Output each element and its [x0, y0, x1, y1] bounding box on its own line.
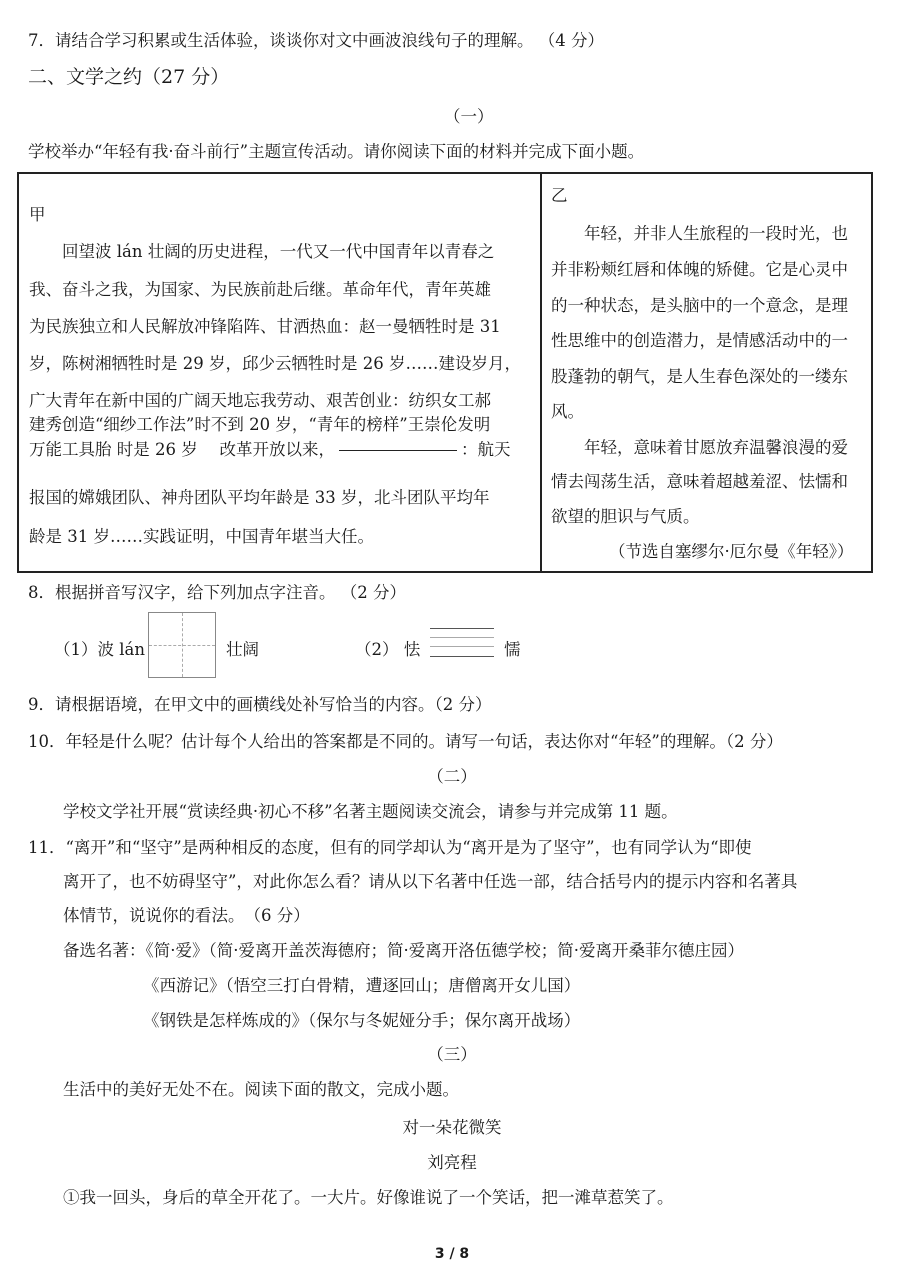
- essay-paragraph: ①我一回头，身后的草全开花了。一大片。好像谁说了一个笑话，把一滩草惹笑了。: [63, 1188, 674, 1207]
- passage-line: 回望波 lán 壮阔的历史进程，一代又一代中国青年以青春之: [62, 242, 495, 261]
- pinyin-line: [430, 637, 494, 638]
- part-2-intro: 学校文学社开展“赏读经典·初心不移”名著主题阅读交流会，请参与并完成第 11 题。: [63, 802, 678, 821]
- column-divider: [540, 174, 542, 571]
- book-option: 《钢铁是怎样炼成的》（保尔与冬妮娅分手；保尔离开战场）: [143, 1011, 581, 1030]
- question-10: 10．年轻是什么呢？估计每个人给出的答案都是不同的。请写一句话，表达你对“年轻”的理解。（2 分）: [28, 732, 783, 751]
- pinyin-line: [430, 628, 494, 629]
- q8-item-2-prefix: （2） 怯: [355, 640, 421, 659]
- page-number: 3 / 8: [434, 1246, 470, 1262]
- essay-title: 对一朵花微笑: [402, 1118, 502, 1137]
- passage-line: 建秀创造“细纱工作法”时不到 20 岁，“青年的榜样”王崇伦发明: [29, 415, 491, 434]
- question-11-line: 离开了，也不妨碍坚守”，对此你怎么看？请从以下名著中任选一部，结合括号内的提示内容和名著具: [63, 872, 798, 891]
- passage-line: 广大青年在新中国的广阔天地忘我劳动、艰苦创业：纺织女工郝: [29, 391, 491, 410]
- passage-line: 年轻，意味着甘愿放弃温馨浪漫的爱: [584, 438, 848, 457]
- line-text: 万能工具胎 时是 26 岁 改革开放以来，: [29, 440, 335, 459]
- passage-line-with-blank: [29, 440, 510, 460]
- part-marker-3: （三）: [427, 1045, 477, 1064]
- passage-line: 年轻，并非人生旅程的一段时光，也: [584, 224, 848, 243]
- character-writing-box[interactable]: [148, 612, 216, 678]
- book-option: 《西游记》（悟空三打白骨精，遭逐回山；唐僧离开女儿国）: [143, 976, 581, 995]
- passage-line: 欲望的胆识与气质。: [551, 507, 700, 526]
- section-title: 二、文学之约（27 分）: [28, 66, 230, 88]
- passage-line: 龄是 31 岁……实践证明，中国青年堪当大任。: [29, 527, 374, 546]
- passage-label: 甲: [29, 205, 46, 224]
- essay-author: 刘亮程: [427, 1153, 477, 1172]
- pinyin-line: [430, 656, 494, 657]
- passage-line: 并非粉颊红唇和体魄的矫健。它是心灵中: [551, 260, 848, 279]
- question-11-line: 11．“离开”和“坚守”是两种相反的态度，但有的同学却认为“离开是为了坚守”，也有同学认为“即使: [28, 838, 752, 857]
- part-3-intro: 生活中的美好无处不在。阅读下面的散文，完成小题。: [63, 1080, 459, 1099]
- passage-label: 乙: [551, 186, 568, 205]
- part-marker-1: （一）: [444, 107, 494, 126]
- passage-source: （节选自塞缪尔·厄尔曼《年轻》）: [609, 542, 854, 561]
- q8-item-1-suffix: 壮阔: [226, 640, 259, 659]
- book-option: 备选名著：《简·爱》（简·爱离开盖茨海德府；简·爱离开洛伍德学校；简·爱离开桑菲尔德庄园）: [63, 941, 744, 960]
- passage-line: 的一种状态，是头脑中的一个意念，是理: [551, 296, 848, 315]
- part-1-intro: 学校举办“年轻有我·奋斗前行”主题宣传活动。请你阅读下面的材料并完成下面小题。: [28, 142, 645, 161]
- passage-line: 情去闯荡生活，意味着超越羞涩、怯懦和: [551, 472, 848, 491]
- passage-line: 风。: [551, 402, 584, 421]
- grid-guide: [149, 645, 215, 646]
- question-8: 8．根据拼音写汉字，给下列加点字注音。 （2 分）: [28, 583, 406, 602]
- passage-line: 岁，陈树湘牺牲时是 29 岁，邱少云牺牲时是 26 岁……建设岁月，: [29, 354, 521, 373]
- q8-item-2-suffix: 懦: [504, 640, 521, 659]
- passage-line: 股蓬勃的朝气，是人生春色深处的一缕东: [551, 367, 848, 386]
- fill-in-blank[interactable]: [339, 450, 457, 451]
- passage-line: 我、奋斗之我，为国家、为民族前赴后继。革命年代，青年英雄: [29, 280, 491, 299]
- line-text: ：航天: [460, 440, 511, 459]
- pinyin-line: [430, 646, 494, 647]
- passage-line: 报国的嫦娥团队、神舟团队平均年龄是 33 岁，北斗团队平均年: [29, 488, 490, 507]
- reading-material-box: [17, 172, 873, 573]
- q8-item-1-prefix: （1）波 lán: [54, 640, 145, 659]
- part-marker-2: （二）: [427, 767, 477, 786]
- question-9: 9．请根据语境，在甲文中的画横线处补写恰当的内容。（2 分）: [28, 695, 492, 714]
- passage-line: 为民族独立和人民解放冲锋陷阵、甘洒热血：赵一曼牺牲时是 31: [29, 317, 501, 336]
- question-7: 7．请结合学习积累或生活体验，谈谈你对文中画波浪线句子的理解。 （4 分）: [28, 31, 604, 50]
- passage-line: 性思维中的创造潜力，是情感活动中的一: [551, 331, 848, 350]
- question-11-line: 体情节，说说你的看法。 （6 分）: [63, 906, 310, 925]
